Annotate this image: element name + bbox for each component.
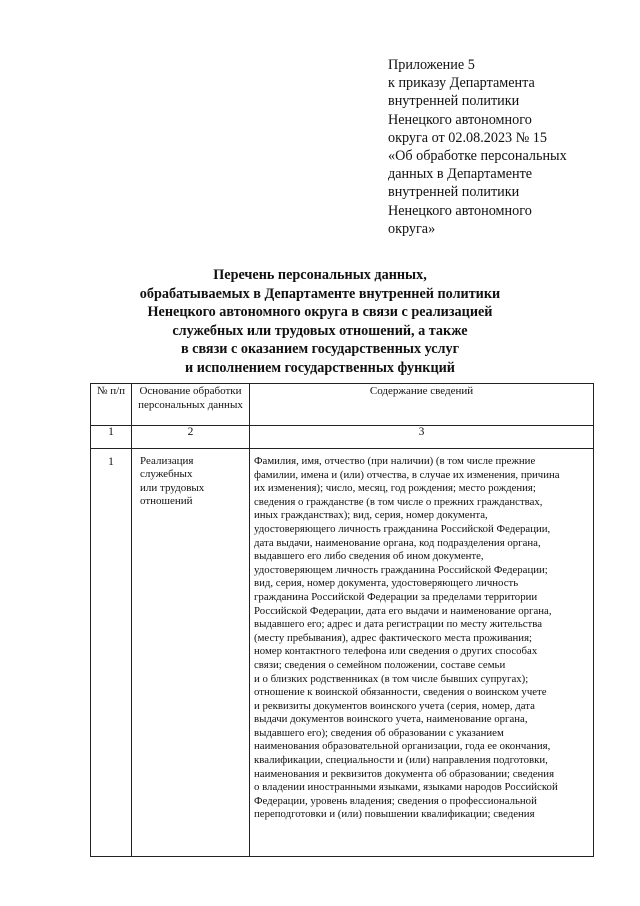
content-line: наименования образовательной организации, года ее окончания,: [254, 740, 551, 753]
header-basis-line: Основание обработки: [139, 385, 242, 397]
appendix-block: [388, 56, 628, 238]
content-line: квалификации, специальности и (или) направления подготовки,: [254, 754, 548, 767]
header-number: № п/п: [91, 384, 132, 426]
appendix-line: данных в Департаменте: [388, 166, 533, 183]
title-line: в связи с оказанием государственных услуг: [180, 341, 460, 357]
appendix-line: округа»: [388, 220, 436, 237]
title-line: обрабатываемых в Департаменте внутренней политики: [139, 285, 501, 302]
content-line: вид, серия, номер документа, удостоверяющего личность: [254, 577, 519, 590]
appendix-line: внутренней политики: [388, 93, 520, 110]
title-line: и исполнением государственных функций: [185, 359, 455, 376]
basis-line: служебных: [140, 468, 193, 481]
header-content: Содержание сведений: [250, 384, 594, 426]
title-line: Перечень персональных данных,: [213, 267, 427, 283]
appendix-line: внутренней политики: [388, 184, 520, 201]
title-line: служебных или трудовых отношений, а также: [172, 322, 468, 339]
content-line: их изменения); число, месяц, год рождения; место рождения;: [254, 482, 536, 495]
content-line: (месту пребывания), адрес фактического места проживания;: [254, 631, 533, 644]
header-basis-line: персональных данных: [138, 399, 243, 411]
title-line: Ненецкого автономного округа в связи с реализацией: [147, 304, 493, 320]
content-line: Фамилия, имя, отчество (при наличии) (в том числе прежние: [254, 455, 536, 467]
appendix-line: к приказу Департамента: [388, 75, 535, 92]
content-line: номер контактного телефона или сведения о других способах: [254, 645, 538, 658]
header-basis: [132, 384, 250, 426]
column-number: 2: [132, 426, 250, 449]
content-line: наименования и реквизитов документа об образовании; сведения: [254, 767, 555, 780]
personal-data-table: [90, 383, 594, 857]
content-line: отношение к воинской обязанности, сведения о воинском учете: [254, 686, 547, 699]
appendix-line: Приложение 5: [388, 57, 475, 73]
content-line: переподготовки и (или) повышении квалификации; сведения: [254, 808, 535, 821]
content-line: и реквизиты документов воинского учета (серия, номер, дата: [254, 699, 535, 712]
basis-line: Реализация: [140, 455, 194, 467]
content-line: сведения о гражданстве (в том числе о прежних гражданствах,: [254, 495, 543, 508]
appendix-line: Ненецкого автономного: [388, 202, 532, 219]
document-title: [80, 266, 560, 377]
content-line: о владении иностранными языками, языками народов Российской: [254, 781, 558, 794]
content-line: фамилии, имена и (или) отчества, в случае их изменения, причина: [254, 468, 560, 481]
content-line: выдачи документов воинского учета, наименование органа,: [254, 713, 528, 726]
content-line: и о близких родственниках (в том числе бывших супругах);: [254, 672, 529, 685]
basis-line: отношений: [140, 495, 193, 508]
appendix-line: округа от 02.08.2023 № 15: [388, 129, 547, 146]
appendix-line: «Об обработке персональных: [388, 148, 567, 165]
column-number: 1: [91, 426, 132, 449]
content-line: выдавшего его; адрес и дата регистрации по месту жительства: [254, 618, 543, 631]
content-line: удостоверяющего личность гражданина Российской Федерации,: [254, 522, 551, 535]
row-basis: [132, 449, 250, 857]
basis-line: или трудовых: [140, 481, 205, 494]
table-row: [91, 449, 594, 857]
content-line: выдавшего его); сведения об образовании с указанием: [254, 726, 504, 739]
content-line: Российской Федерации, дата его выдачи и наименование органа,: [254, 604, 552, 617]
content-line: выдавшего его либо сведения об ином документе,: [254, 550, 484, 563]
row-number: 1: [91, 449, 132, 857]
column-number: 3: [250, 426, 594, 449]
row-content: [250, 449, 594, 857]
content-line: гражданина Российской Федерации за пределами территории: [254, 590, 538, 603]
content-line: связи; сведения о семейном положении, составе семьи: [254, 658, 506, 671]
content-line: удостоверяющем личность гражданина Российской Федерации;: [254, 563, 548, 576]
appendix-line: Ненецкого автономного: [388, 111, 532, 128]
column-number-row: [91, 426, 594, 449]
content-line: иных гражданствах); вид, серия, номер документа,: [254, 509, 488, 522]
content-line: Федерации, уровень владения; сведения о профессиональной: [254, 794, 537, 807]
table-header-row: [91, 384, 594, 426]
content-line: дата выдачи, наименование органа, код подразделения органа,: [254, 536, 541, 549]
